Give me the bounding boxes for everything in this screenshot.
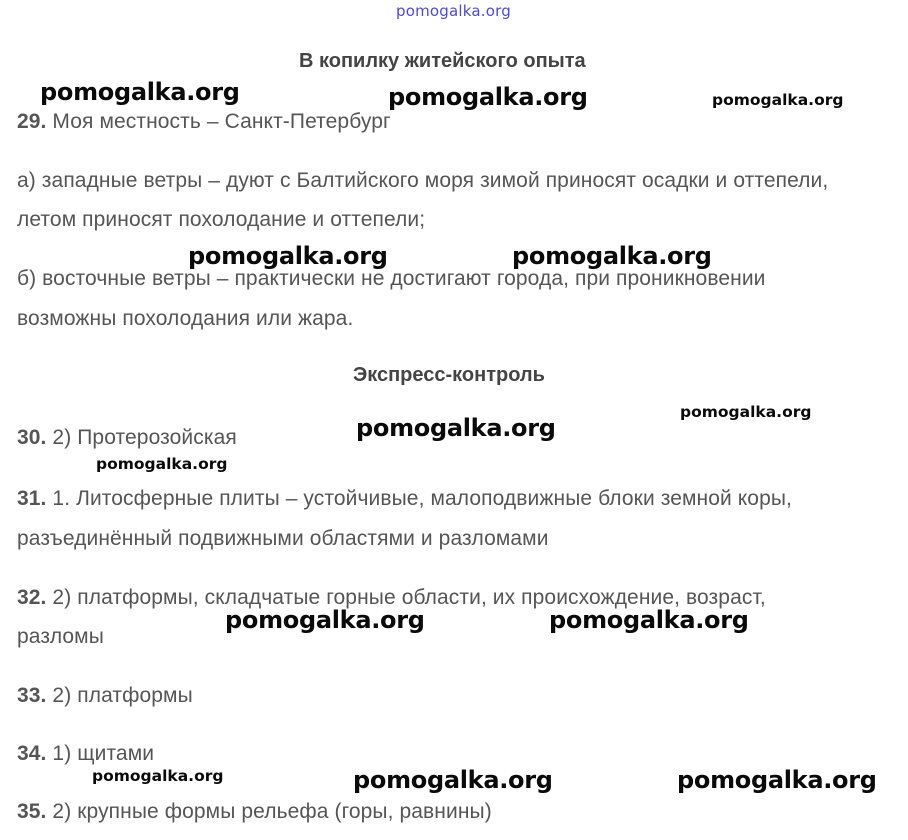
answer-32-line2: разломы — [17, 625, 104, 648]
answer-33-text: 2) платформы — [46, 684, 193, 707]
section-title-express-control: Экспресс-контроль — [353, 364, 545, 386]
answer-30 — [17, 426, 237, 450]
watermark-top: pomogalka.org — [396, 2, 511, 20]
watermark: pomogalka.org — [96, 455, 228, 473]
watermark: pomogalka.org — [549, 606, 749, 634]
answer-31-text: 1. Литосферные плиты – устойчивые, малоподвижные блоки земной коры, — [46, 487, 792, 510]
watermark: pomogalka.org — [353, 766, 553, 794]
answer-29-b-line2: возможны похолодания или жара. — [17, 307, 354, 330]
answer-31-line2: разъединённый подвижными областями и разломами — [17, 527, 549, 550]
answer-32-number: 32. — [17, 586, 47, 609]
answer-29-a-line1: а) западные ветры – дуют с Балтийского моря зимой приносят осадки и оттепели, — [17, 169, 829, 192]
answer-30-number: 30. — [17, 426, 47, 449]
answer-34-number: 34. — [17, 742, 47, 765]
answer-35-text: 2) крупные формы рельефа (горы, равнины) — [46, 800, 492, 823]
watermark: pomogalka.org — [388, 83, 588, 111]
answer-31-number: 31. — [17, 487, 47, 510]
section-title-life-experience: В копилку житейского опыта — [299, 50, 586, 72]
answer-35-number: 35. — [17, 800, 47, 823]
answer-32-text: 2) платформы, складчатые горные области, их происхождение, возраст, — [46, 586, 766, 609]
answer-33-number: 33. — [17, 684, 47, 707]
watermark: pomogalka.org — [512, 242, 712, 270]
watermark: pomogalka.org — [677, 766, 877, 794]
answer-35 — [17, 800, 492, 824]
answer-30-text: 2) Протерозойская — [46, 426, 237, 449]
answer-33 — [17, 684, 193, 708]
watermark: pomogalka.org — [680, 403, 812, 421]
watermark: pomogalka.org — [188, 242, 388, 270]
answer-29-b-line1: б) восточные ветры – практически не достигают города, при проникновении — [17, 267, 766, 290]
watermark: pomogalka.org — [40, 78, 240, 106]
watermark: pomogalka.org — [356, 414, 556, 442]
answer-29-text: Моя местность – Санкт-Петербург — [46, 110, 391, 133]
answer-29-number: 29. — [17, 110, 47, 133]
answer-31-line1 — [17, 487, 792, 511]
answer-29 — [17, 110, 391, 134]
answer-29-a-line2: летом приносят похолодание и оттепели; — [17, 208, 426, 231]
watermark: pomogalka.org — [225, 606, 425, 634]
answer-34 — [17, 742, 154, 766]
answer-34-text: 1) щитами — [46, 742, 155, 765]
watermark: pomogalka.org — [712, 91, 844, 109]
watermark: pomogalka.org — [92, 767, 224, 785]
